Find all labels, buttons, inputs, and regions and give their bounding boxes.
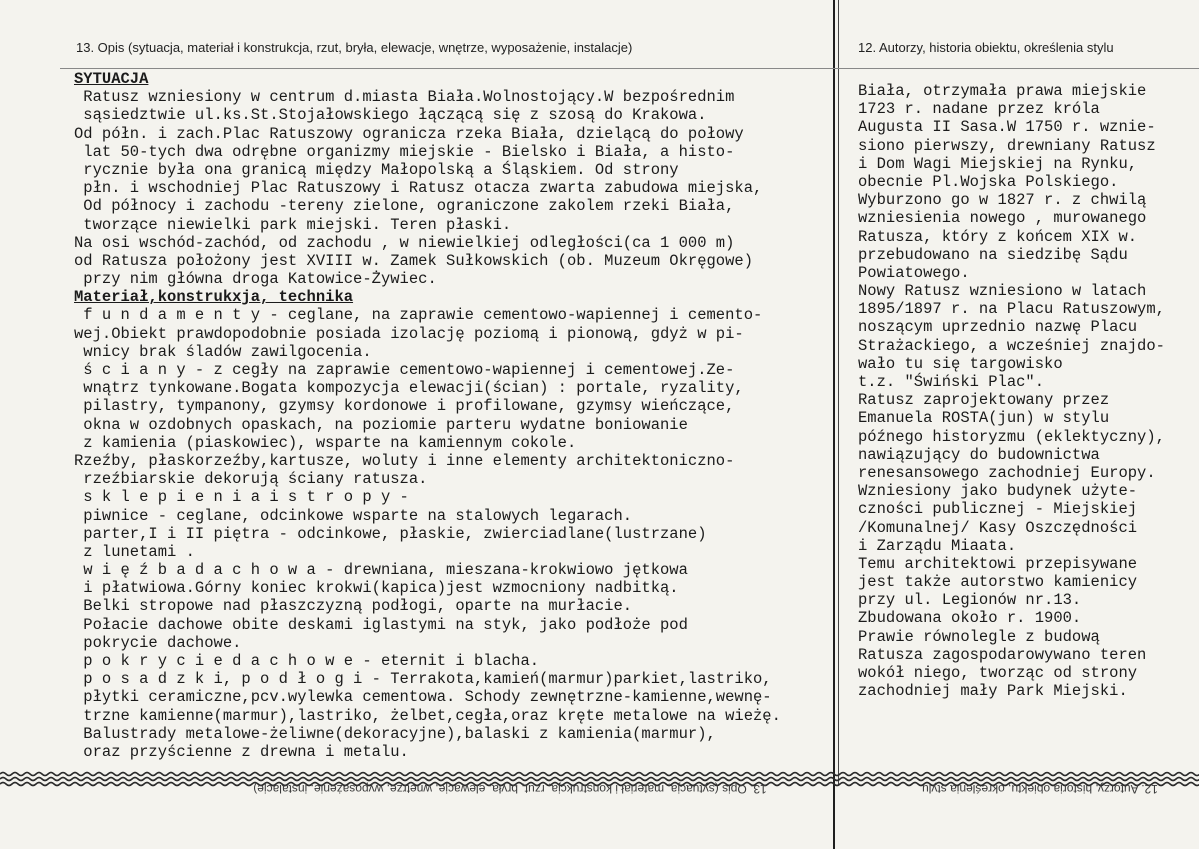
text-line: i Dom Wagi Miejskiej na Rynku, — [858, 154, 1138, 173]
text-line: Ratusz zaprojektowany przez — [858, 391, 1110, 410]
section-13-header: 13. Opis (sytuacja, materiał i konstrukcja, rzut, bryła, elewacje, wnętrze, wyposażenie, instalacje) — [76, 40, 633, 55]
text-line: Wyburzono go w 1827 r. z chwilą — [858, 191, 1147, 210]
text-line: przy ul. Legionów nr.13. — [858, 591, 1082, 610]
text-line: sąsiedztwie ul.ks.St.Stojałowskiego łączącą się z szosą do Krakowa. — [74, 106, 707, 125]
text-line: Belki stropowe nad płaszczyzną podłogi, oparte na murłacie. — [74, 597, 633, 616]
text-line: okna w ozdobnych opaskach, na poziomie parteru wydatne boniowanie — [74, 415, 688, 434]
text-line: nawiązujący do budownictwa — [858, 445, 1100, 464]
text-line: 1723 r. nadane przez króla — [858, 100, 1100, 119]
text-line: lat 50-tych dwa odrębne organizmy miejskie - Bielsko i Biała, a histo- — [74, 142, 735, 161]
text-line: płytki ceramiczne,pcv.wylewka cementowa. Schody zewnętrzne-kamienne,wewnę- — [74, 688, 772, 707]
text-line: p o s a d z k i, p o d ł o g i - Terrakota,kamień(marmur)parkiet,lastriko, — [74, 670, 772, 689]
text-line: renesansowego zachodniej Europy. — [858, 463, 1156, 482]
text-line: noszącym uprzednio nazwę Placu — [858, 318, 1138, 337]
text-line: parter,I i II piętra - odcinkowe, płaskie, zwierciadlane(lustrzane) — [74, 524, 707, 543]
text-line: wało tu się targowisko — [858, 354, 1063, 373]
text-line: t.z. "Świński Plac". — [858, 373, 1045, 391]
text-line: Emanuela ROSTA(jun) w stylu — [858, 409, 1110, 428]
text-line: trzne kamienne(marmur),lastriko, żelbet,cegła,oraz kręte metalowe na wieżę. — [74, 706, 781, 725]
text-line: siono pierwszy, drewniany Ratusz — [858, 136, 1156, 155]
text-line: piwnice - ceglane, odcinkowe wsparte na stalowych legarach. — [74, 506, 633, 525]
text-line: Ratusza zagospodarowywano teren — [858, 645, 1147, 664]
text-line: zachodniej mały Park Miejski. — [858, 682, 1128, 701]
text-line: /Komunalnej/ Kasy Oszczędności — [858, 518, 1138, 537]
text-line: Temu architektowi przepisywane — [858, 554, 1138, 573]
text-line: Strażackiego, a wcześniej znajdo- — [858, 336, 1165, 355]
text-line: Prawie równolegle z budową — [858, 627, 1100, 646]
text-line: tworzące niewielki park miejski. Teren płaski. — [74, 215, 512, 234]
text-line: Nowy Ratusz wzniesiono w latach — [858, 282, 1147, 301]
text-line: czności publicznej - Miejskiej — [858, 500, 1138, 519]
text-line: s k l e p i e n i a i s t r o p y - — [74, 488, 409, 507]
mirrored-footer-left: 13. Opis (sytuacja, materiał i konstrukcja, rzut, bryła, elewacje, wnętrze, wyposażenie, instalacje) — [253, 782, 767, 796]
text-line: Augusta II Sasa.W 1750 r. wznie- — [858, 118, 1156, 137]
text-line: jest także autorstwo kamienicy — [858, 573, 1138, 592]
text-line: Wzniesiony jako budynek użyte- — [858, 482, 1138, 501]
text-line: Biała, otrzymała prawa miejskie — [858, 82, 1147, 100]
header-rule — [60, 68, 1199, 69]
text-line: pilastry, tympanony, gzymsy kordonowe i profilowane, gzymsy wieńczące, — [74, 397, 735, 416]
text-line: wokół niego, tworząc od strony — [858, 664, 1138, 682]
text-line: w i ę ź b a d a c h o w a - drewniana, mieszana-krokwiowo jętkowa — [74, 561, 688, 580]
text-line: rycznie była ona granicą między Małopolską a Śląskiem. Od strony — [74, 160, 679, 179]
text-line: Powiatowego. — [858, 263, 970, 282]
text-line: przebudowano na siedzibę Sądu — [858, 245, 1128, 264]
section-12-header: 12. Autorzy, historia obiektu, określenia stylu — [858, 40, 1114, 55]
text-line: wej.Obiekt prawdopodobnie posiada izolację poziomą i pionową, gdyż w pi- — [74, 324, 744, 343]
text-line: rzeźbiarskie dekorują ściany ratusza. — [74, 470, 428, 489]
text-line: Rzeźby, płaskorzeźby,kartusze, woluty i inne elementy architektoniczno- — [74, 451, 735, 470]
section-heading: Materiał,konstrukxja, technika — [74, 288, 354, 307]
text-line: i płatwiowa.Górny koniec krokwi(kapica)jest wzmocniony nadbitką. — [74, 579, 679, 598]
text-line: z kamienia (piaskowiec), wsparte na kamiennym cokole. — [74, 433, 577, 452]
text-line: z lunetami . — [74, 542, 195, 561]
text-line: ś c i a n y - z cegły na zaprawie cementowo-wapiennej i cementowej.Ze- — [74, 361, 735, 379]
text-line: wzniesienia nowego , murowanego — [858, 209, 1147, 228]
text-line: wnątrz tynkowane.Bogata kompozycja elewacji(ścian) : portale, ryzality, — [74, 379, 744, 398]
text-line: obecnie Pl.Wojska Polskiego. — [858, 172, 1119, 191]
history-column — [858, 82, 1196, 700]
text-line: pokrycie dachowe. — [74, 633, 242, 652]
text-line: od Ratusza położony jest XVIII w. Zamek Sułkowskich (ob. Muzeum Okręgowe) — [74, 251, 754, 270]
text-line: 1895/1897 r. na Placu Ratuszowym, — [858, 300, 1165, 319]
description-column — [74, 70, 840, 761]
text-line: wnicy brak śladów zawilgocenia. — [74, 342, 372, 361]
text-line: Ratusza, który z końcem XIX w. — [858, 227, 1138, 246]
text-line: f u n d a m e n t y - ceglane, na zaprawie cementowo-wapiennej i cemento- — [74, 306, 763, 325]
wave-line — [0, 773, 1199, 776]
mirrored-footer-right: 12. Autorzy, historia obiektu, określenia stylu — [922, 782, 1158, 796]
text-line: Od północy i zachodu -tereny zielone, ograniczone zakolem rzeki Biała, — [74, 197, 735, 216]
text-line: Na osi wschód-zachód, od zachodu , w niewielkiej odległości(ca 1 000 m) — [74, 233, 735, 252]
text-line: płn. i wschodniej Plac Ratuszowy i Ratusz otacza zwarta zabudowa miejska, — [74, 179, 763, 198]
text-line: Zbudowana około r. 1900. — [858, 609, 1082, 628]
section-heading: SYTUACJA — [74, 70, 149, 88]
text-line: oraz przyścienne z drewna i metalu. — [74, 742, 409, 761]
text-line: i Zarządu Miaata. — [858, 536, 1017, 555]
text-line: przy nim główna droga Katowice-Żywiec. — [74, 270, 437, 289]
text-line: późnego historyzmu (eklektyczny), — [858, 427, 1165, 446]
text-line: Od półn. i zach.Plac Ratuszowy ogranicza rzeka Biała, dzielącą do połowy — [74, 124, 744, 143]
text-line: Połacie dachowe obite deskami iglastymi na styk, jako podłoże pod — [74, 615, 688, 634]
text-line: p o k r y c i e d a c h o w e - eternit i blacha. — [74, 652, 540, 670]
text-line: Balustrady metalowe-żeliwne(dekoracyjne),balaski z kamienia(marmur), — [74, 724, 716, 743]
text-line: Ratusz wzniesiony w centrum d.miasta Biała.Wolnostojący.W bezpośrednim — [74, 88, 735, 107]
